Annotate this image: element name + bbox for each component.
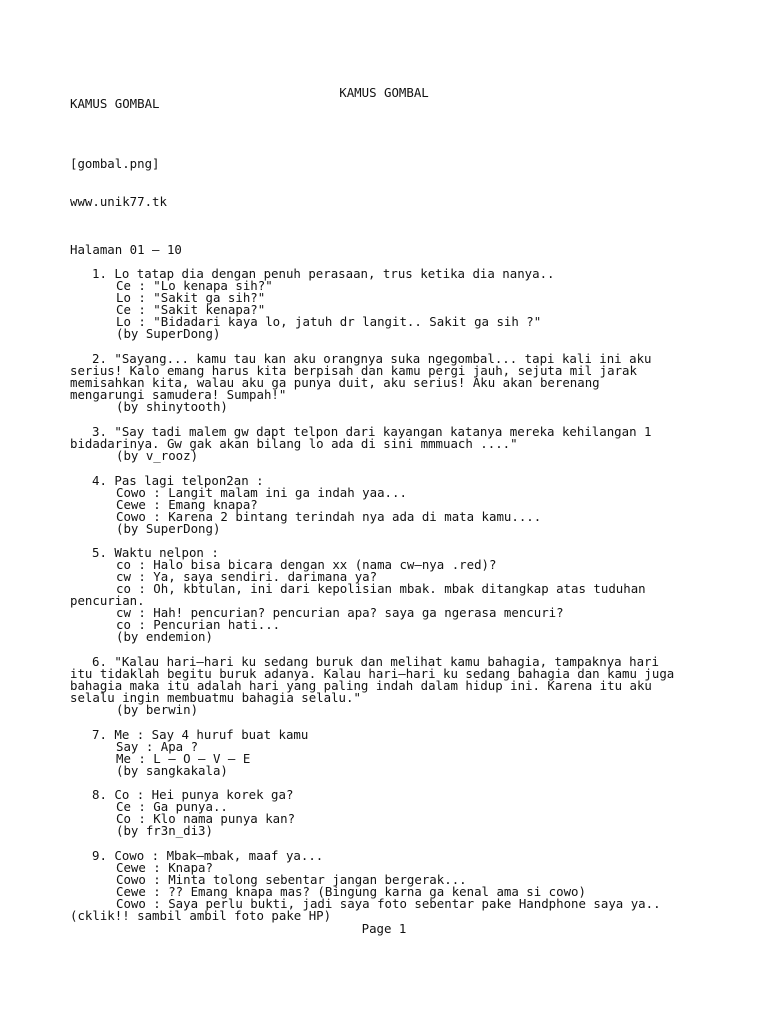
entry-8-line: Co : Klo nama punya kan? xyxy=(116,811,296,826)
entry-9-line: 9. Cowo : Mbak–mbak, maaf ya... xyxy=(92,848,324,863)
entry-2-line: mengarungi samudera! Sumpah!" xyxy=(70,387,287,402)
header-title: KAMUS GOMBAL xyxy=(339,85,429,100)
entry-3-line: 3. "Say tadi malem gw dapt telpon dari kayangan katanya mereka kehilangan 1 xyxy=(92,424,652,439)
entry-4-line: 4. Pas lagi telpon2an : xyxy=(92,473,264,488)
entry-8-line: Ce : Ga punya.. xyxy=(116,799,228,814)
entry-8-credit: (by fr3n_di3) xyxy=(116,823,213,838)
entry-2-line: 2. "Sayang... kamu tau kan aku orangnya suka ngegombal... tapi kali ini aku xyxy=(92,351,652,366)
entry-5-line: cw : Ya, saya sendiri. darimana ya? xyxy=(116,569,378,584)
entry-3-credit: (by v_rooz) xyxy=(116,448,199,463)
entry-1-line: 1. Lo tatap dia dengan penuh perasaan, trus ketika dia nanya.. xyxy=(92,266,555,281)
entry-9-line: Cowo : Minta tolong sebentar jangan bergerak... xyxy=(116,872,467,887)
document-title: KAMUS GOMBAL xyxy=(70,96,160,111)
entry-5-line: 5. Waktu nelpon : xyxy=(92,545,219,560)
entry-5-line: pencurian. xyxy=(70,593,145,608)
entry-7-line: Me : L – O – V – E xyxy=(116,751,251,766)
entry-9-line: (cklik!! sambil ambil foto pake HP) xyxy=(70,908,332,923)
page-footer: Page 1 xyxy=(361,921,407,936)
entry-6-line: bahagia maka itu adalah hari yang paling indah dalam hidup ini. Karena itu aku xyxy=(70,678,652,693)
entry-6-credit: (by berwin) xyxy=(116,702,199,717)
entry-4-line: Cowo : Langit malam ini ga indah yaa... xyxy=(116,485,407,500)
entry-2-credit: (by shinytooth) xyxy=(116,399,228,414)
entry-2-line: serius! Kalo emang harus kita berpisah dan kamu pergi jauh, sejuta mil jarak xyxy=(70,363,637,378)
entry-4-line: Cowo : Karena 2 bintang terindah nya ada di mata kamu.... xyxy=(116,509,542,524)
entry-5-line: co : Oh, kbtulan, ini dari kepolisian mbak. mbak ditangkap atas tuduhan xyxy=(116,581,646,596)
image-reference: [gombal.png] xyxy=(70,156,160,171)
entry-4-line: Cewe : Emang knapa? xyxy=(116,497,258,512)
entry-7-credit: (by sangkakala) xyxy=(116,763,228,778)
entry-5-line: co : Pencurian hati... xyxy=(116,617,281,632)
entry-6-line: selalu ingin membuatmu bahagia selalu." xyxy=(70,690,361,705)
entry-8-line: 8. Co : Hei punya korek ga? xyxy=(92,787,294,802)
entry-1-credit: (by SuperDong) xyxy=(116,326,221,341)
entry-1-line: Lo : "Sakit ga sih?" xyxy=(116,290,266,305)
entry-7-line: Say : Apa ? xyxy=(116,739,199,754)
entry-1-line: Ce : "Sakit kenapa?" xyxy=(116,302,266,317)
entry-9-line: Cowo : Saya perlu bukti, jadi saya foto sebentar pake Handphone saya ya.. xyxy=(116,896,661,911)
entry-7-line: 7. Me : Say 4 huruf buat kamu xyxy=(92,727,309,742)
entry-1-line: Lo : "Bidadari kaya lo, jatuh dr langit.. Sakit ga sih ?" xyxy=(116,314,542,329)
entry-6-line: 6. "Kalau hari–hari ku sedang buruk dan melihat kamu bahagia, tampaknya hari xyxy=(92,654,659,669)
page-range-heading: Halaman 01 – 10 xyxy=(70,242,182,257)
entry-9-line: Cewe : Knapa? xyxy=(116,860,213,875)
entry-3-line: bidadarinya. Gw gak akan bilang lo ada di sini mmmuach ...." xyxy=(70,436,518,451)
website-url: www.unik77.tk xyxy=(70,194,167,209)
entry-2-line: memisahkan kita, walau aku ga punya duit, aku serius! Aku akan berenang xyxy=(70,375,600,390)
entry-6-line: itu tidaklah begitu buruk adanya. Kalau hari–hari ku sedang bahagia dan kamu juga xyxy=(70,666,675,681)
entry-4-credit: (by SuperDong) xyxy=(116,521,221,536)
entry-1-line: Ce : "Lo kenapa sih?" xyxy=(116,278,273,293)
entry-5-line: co : Halo bisa bicara dengan xx (nama cw–nya .red)? xyxy=(116,557,497,572)
entry-9-line: Cewe : ?? Emang knapa mas? (Bingung karna ga kenal ama si cowo) xyxy=(116,884,586,899)
entry-5-line: cw : Hah! pencurian? pencurian apa? saya ga ngerasa mencuri? xyxy=(116,605,564,620)
entry-5-credit: (by endemion) xyxy=(116,629,213,644)
